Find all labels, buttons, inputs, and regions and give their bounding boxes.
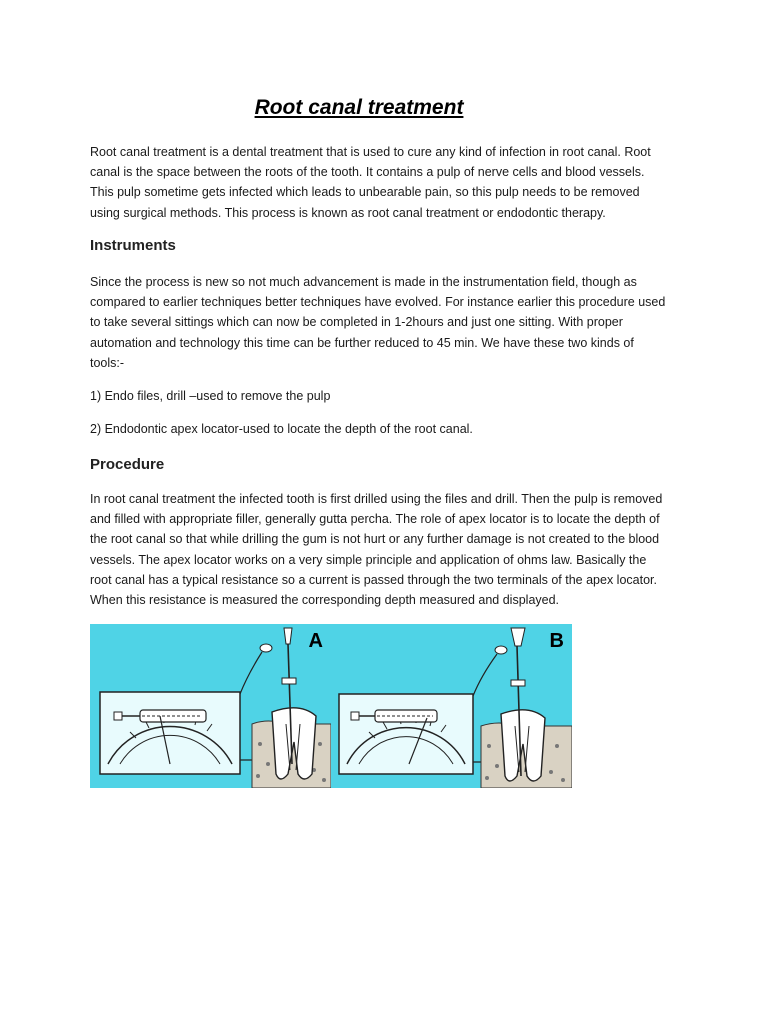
apex-locator-figure [90, 624, 572, 788]
figure-panel-b [331, 624, 572, 788]
procedure-paragraph: In root canal treatment the infected tooth is first drilled using the files and drill. Then the pulp is removed and filled with appropriate filler, generally gutta percha. The role of apex locator is to locate the depth of the root canal so that while drilling the gum is not hurt or any further damage is not created to the blood vessels. The apex locator works on a very simple principle and application of ohms law. Basically the root canal has a typical resistance so a current is passed through the two terminals of the apex locator. When this resistance is measured the corresponding depth measured and displayed. [90, 492, 663, 608]
panel-a-label: A [308, 630, 323, 652]
panel-b-label: B [549, 630, 564, 652]
apex-locator-diagram-b [331, 624, 572, 788]
list-item-endo-files: 1) Endo files, drill –used to remove the pulp [90, 389, 331, 403]
document-title: Root canal treatment [254, 96, 464, 119]
list-item-apex-locator: 2) Endodontic apex locator-used to locate the depth of the root canal. [90, 422, 473, 436]
intro-paragraph: Root canal treatment is a dental treatment that is used to cure any kind of infection in root canal. Root canal is the space between the roots of the tooth. It contains a pulp of nerve cells and blood vessels. This pulp sometime gets infected which leads to unbearable pain, so this pulp needs to be removed using surgical methods. This process is known as root canal treatment or endodontic therapy. [90, 145, 651, 220]
instruments-paragraph: Since the process is new so not much advancement is made in the instrumentation field, though as compared to earlier techniques better techniques have evolved. For instance earlier this procedure used to take several sittings which can now be completed in 1-2hours and just one sitting. With proper automation and technology this time can be further reduced to 45 min. We have these two kinds of tools:- [90, 275, 666, 370]
figure-panel-a [90, 624, 331, 788]
instruments-heading: Instruments [90, 237, 176, 254]
apex-locator-diagram-a [90, 624, 331, 788]
procedure-heading: Procedure [90, 456, 165, 473]
